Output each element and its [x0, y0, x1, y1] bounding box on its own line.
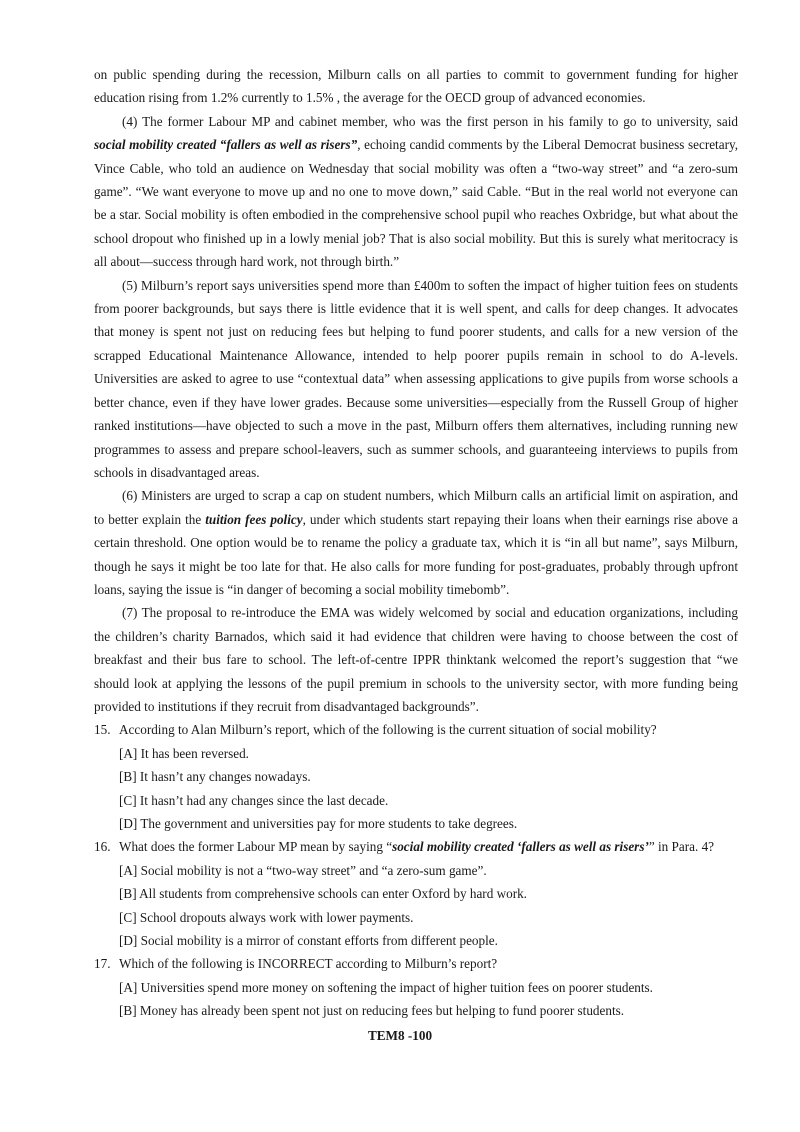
paragraph-6-text-a: (6) Ministers are urged to scrap a cap on student numbers, which Milburn calls an artificial limit on aspiration, and to better explain the: [94, 488, 738, 527]
page-footer-code: TEM8 -100: [367, 1028, 433, 1043]
paragraph-4-text-b: , echoing candid comments by the Liberal Democrat business secretary, Vince Cable, who told an audience on Wednesday that social mobility was often a “two-way street” and “a zero-sum game”. “We want everyone to move up and no one to move down,” said Cable. “But in the real world not everyone can be a star. Social mobility is often embodied in the comprehensive school pupil who reaches Oxbridge, but what about the school dropout who finished up in a lowly menial job? That is also social mobility. But this is surely what meritocracy is all about—success through hard work, not through birth.”: [94, 137, 739, 270]
question-16-option-b[interactable]: [B] All students from comprehensive schools can enter Oxford by hard work.: [119, 886, 527, 902]
question-17: [94, 952, 738, 1022]
question-17-option-b[interactable]: [B] Money has already been spent not just on reducing fees but helping to fund poorer students.: [119, 1003, 625, 1019]
question-16-emphasis: social mobility created ‘fallers as well as risers’: [392, 839, 649, 855]
question-16-text-b: ” in Para. 4?: [648, 839, 715, 855]
question-17-text: Which of the following is INCORRECT according to Milburn’s report?: [119, 956, 498, 972]
question-15-option-d[interactable]: [D] The government and universities pay for more students to take degrees.: [119, 816, 518, 831]
passage-paragraph-7: (7) The proposal to re-introduce the EMA was widely welcomed by social and education organizations, including the children’s charity Barnados, which said it had evidence that children were having to choose between the cost of breakfast and their bus fare to school. The left-of-centre IPPR thinktank welcomed the report’s suggestion that “we should look at applying the lessons of the pupil premium in schools to the university sector, with more funding being provided to institutions if they recruit from disadvantaged backgrounds”.: [94, 605, 738, 714]
passage-paragraph-4: [94, 110, 738, 274]
question-16: [94, 835, 738, 952]
question-17-option-a[interactable]: [A] Universities spend more money on softening the impact of higher tuition fees on poorer students.: [119, 979, 653, 995]
question-15-option-b[interactable]: [B] It hasn’t any changes nowadays.: [119, 769, 311, 785]
question-17-number: 17.: [94, 956, 111, 972]
question-16-number: 16.: [94, 839, 111, 855]
question-16-text-a: What does the former Labour MP mean by saying “: [119, 839, 393, 855]
question-16-option-a[interactable]: [A] Social mobility is not a “two-way street” and “a zero-sum game”.: [119, 862, 487, 878]
question-16-option-d[interactable]: [D] Social mobility is a mirror of constant efforts from different people.: [119, 933, 498, 949]
question-16-stem: [94, 835, 738, 858]
paragraph-4-text-a: (4) The former Labour MP and cabinet member, who was the first person in his family to go to university, said: [122, 113, 738, 129]
passage-paragraph-5: (5) Milburn’s report says universities spend more than £400m to soften the impact of higher tuition fees on students from poorer backgrounds, but says there is little evidence that it is well spent, and calls for deep changes. It advocates that money is spent not just on reducing fees but helping to fund poorer students, and calls for a new version of the scrapped Educational Maintenance Allowance, intended to help poorer pupils remain in school to do A-levels. Universities are asked to agree to use “contextual data” when assessing applications to give pupils from worse schools a better chance, even if they have lower grades. Because some universities—especially from the Russell Group of higher ranked institutions—have objected to such a move in the past, Milburn offers them alternatives, including running new programmes to assess and prepare school-leavers, such as summer schools, and guaranteeing interviews to pupils from schools in disadvantaged areas.: [94, 277, 738, 480]
passage-paragraph-3-continued: on public spending during the recession, Milburn calls on all parties to commit to government funding for higher education rising from 1.2% currently to 1.5% , the average for the OECD group of advanced economies.: [94, 67, 738, 106]
question-16-option-c[interactable]: [C] School dropouts always work with lower payments.: [119, 909, 414, 925]
question-15-option-a[interactable]: [A] It has been reversed.: [119, 745, 249, 761]
paragraph-6-text-b: , under which students start repaying their loans when their earnings rise above a certain threshold. One option would be to rename the policy a graduate tax, which it is “in all but name”, says Milburn, though he says it might be too late for that. He also calls for more funding for post-graduates, probably through upfront loans, saying the issue is “in danger of becoming a social mobility timebomb”.: [94, 511, 738, 597]
paragraph-4-emphasis: social mobility created “fallers as well as risers”: [94, 137, 358, 153]
question-15: [94, 718, 738, 835]
question-17-stem: [94, 952, 738, 975]
question-15-option-c[interactable]: [C] It hasn’t had any changes since the last decade.: [119, 792, 389, 808]
passage-paragraph-6: [94, 484, 738, 601]
question-15-text: According to Alan Milburn’s report, which of the following is the current situation of social mobility?: [119, 722, 657, 738]
question-15-number: 15.: [94, 722, 111, 738]
question-16-text: [119, 835, 738, 858]
paragraph-6-emphasis: tuition fees policy: [205, 511, 303, 527]
question-15-stem: [94, 718, 738, 741]
